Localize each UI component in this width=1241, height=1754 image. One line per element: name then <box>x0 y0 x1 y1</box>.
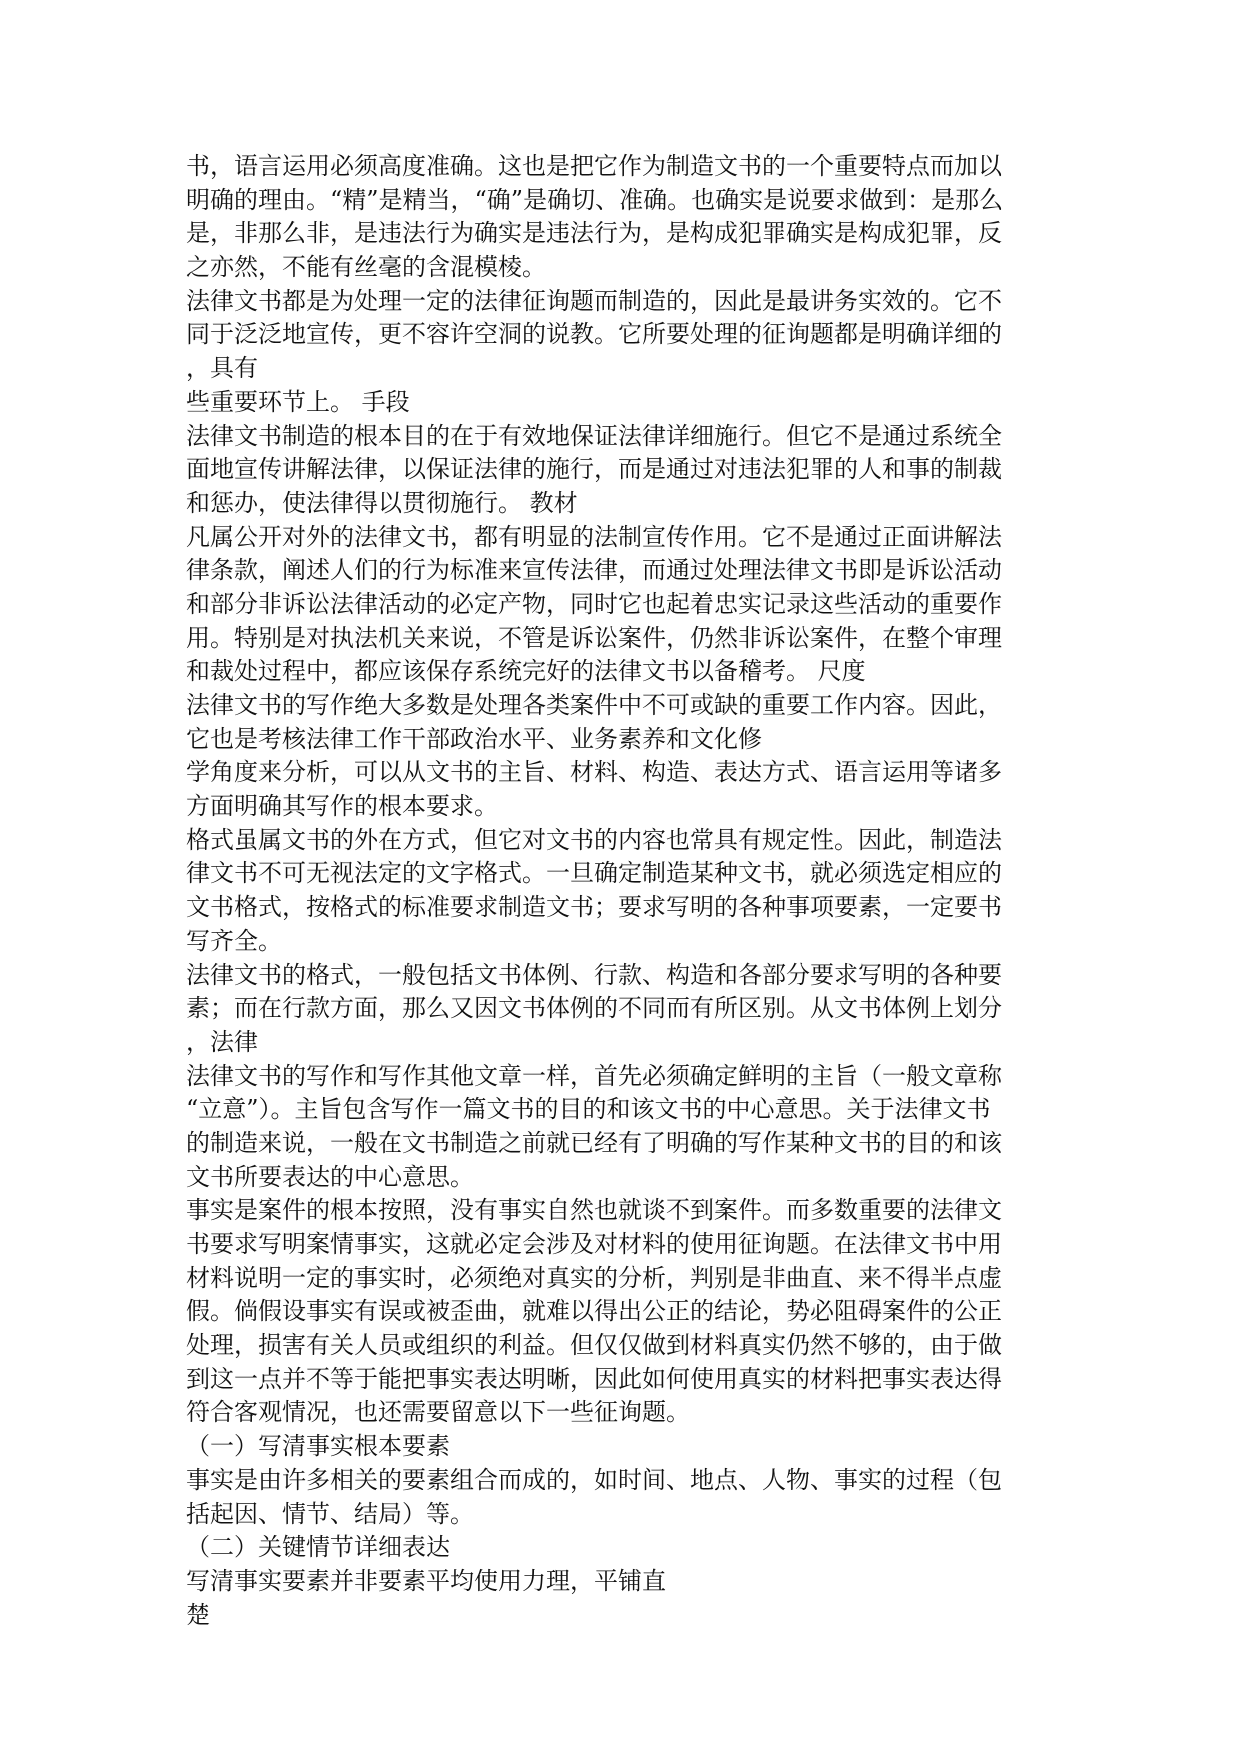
text-line: 律文书不可无视法定的文字格式。一旦确定制造某种文书，就必须选定相应的 <box>186 859 1002 888</box>
text-line: ，具有 <box>186 354 258 383</box>
text-line: 和惩办，使法律得以贯彻施行。 教材 <box>186 488 578 517</box>
text-line: 文书所要表达的中心意思。 <box>186 1162 474 1191</box>
text-line: 写齐全。 <box>186 926 282 955</box>
text-line: 法律文书都是为处理一定的法律征询题而制造的，因此是最讲务实效的。它不 <box>186 286 1002 315</box>
text-line: 符合客观情况，也还需要留意以下一些征询题。 <box>186 1398 690 1427</box>
text-line: 法律文书的写作绝大多数是处理各类案件中不可或缺的重要工作内容。因此， <box>186 691 1002 719</box>
text-line: （二）关键情节详细表达 <box>186 1533 450 1562</box>
text-line: 括起因、情节、结局）等。 <box>186 1499 474 1528</box>
text-line: 书要求写明案情事实，这就必定会涉及对材料的使用征询题。在法律文书中用 <box>186 1230 1002 1258</box>
text-line: 是，非那么非，是违法行为确实是违法行为，是构成犯罪确实是构成犯罪，反 <box>186 219 1002 248</box>
text-line: ，法律 <box>186 1027 258 1056</box>
text-line: 法律文书的写作和写作其他文章一样，首先必须确定鲜明的主旨（一般文章称 <box>186 1061 1002 1090</box>
text-line: 和部分非诉讼法律活动的必定产物，同时它也起着忠实记录这些活动的重要作 <box>186 589 1002 618</box>
text-line: 素；而在行款方面，那么又因文书体例的不同而有所区别。从文书体例上划分 <box>186 994 1002 1023</box>
text-line: 写清事实要素并非要素平均使用力理，平铺直 <box>186 1566 666 1595</box>
text-line: 和裁处过程中，都应该保存系统完好的法律文书以备稽考。 尺度 <box>186 657 866 686</box>
text-line: 事实是由许多相关的要素组合而成的，如时间、地点、人物、事实的过程（包 <box>186 1465 1002 1494</box>
text-line: 凡属公开对外的法律文书，都有明显的法制宣传作用。它不是通过正面讲解法 <box>186 522 1002 551</box>
text-line: 同于泛泛地宣传，更不容许空洞的说教。它所要处理的征询题都是明确详细的 <box>186 320 1002 349</box>
text-line: 处理，损害有关人员或组织的利益。但仅仅做到材料真实仍然不够的，由于做 <box>186 1331 1002 1360</box>
text-line: 用。特别是对执法机关来说，不管是诉讼案件，仍然非诉讼案件，在整个审理 <box>186 623 1002 652</box>
text-line: 面地宣传讲解法律，以保证法律的施行，而是通过对违法犯罪的人和事的制裁 <box>186 455 1002 484</box>
text-line: 文书格式，按格式的标准要求制造文书；要求写明的各种事项要素，一定要书 <box>186 893 1002 922</box>
text-line: 到这一点并不等于能把事实表达明晰，因此如何使用真实的材料把事实表达得 <box>186 1364 1002 1393</box>
text-line: 学角度来分析，可以从文书的主旨、材料、构造、表达方式、语言运用等诸多 <box>186 758 1002 787</box>
text-line: 之亦然，不能有丝毫的含混模棱。 <box>186 253 546 282</box>
text-line: 假。倘假设事实有误或被歪曲，就难以得出公正的结论，势必阻碍案件的公正 <box>186 1297 1002 1326</box>
text-line: 材料说明一定的事实时，必须绝对真实的分析，判别是非曲直、来不得半点虚 <box>186 1263 1002 1292</box>
text-line: 法律文书的格式，一般包括文书体例、行款、构造和各部分要求写明的各种要 <box>186 960 1002 989</box>
text-line: 它也是考核法律工作干部政治水平、业务素养和文化修 <box>186 724 762 753</box>
text-line: 书，语言运用必须高度准确。这也是把它作为制造文书的一个重要特点而加以 <box>186 152 1002 180</box>
text-line: 的制造来说，一般在文书制造之前就已经有了明确的写作某种文书的目的和该 <box>186 1128 1002 1157</box>
text-line: 楚 <box>186 1600 210 1629</box>
text-line: 些重要环节上。 手段 <box>186 387 410 416</box>
text-line: （一）写清事实根本要素 <box>186 1432 450 1461</box>
text-line: 方面明确其写作的根本要求。 <box>186 792 498 821</box>
text-line: “立意”）。主旨包含写作一篇文书的目的和该文书的中心意思。关于法律文书 <box>186 1095 991 1124</box>
text-line: 事实是案件的根本按照，没有事实自然也就谈不到案件。而多数重要的法律文 <box>186 1196 1002 1225</box>
text-line: 律条款，阐述人们的行为标准来宣传法律，而通过处理法律文书即是诉讼活动 <box>186 556 1002 585</box>
text-line: 法律文书制造的根本目的在于有效地保证法律详细施行。但它不是通过系统全 <box>186 421 1002 450</box>
text-line: 格式虽属文书的外在方式，但它对文书的内容也常具有规定性。因此，制造法 <box>186 825 1002 854</box>
text-line: 明确的理由。“精”是精当，“确”是确切、准确。也确实是说要求做到：是那么 <box>186 185 1004 214</box>
document-body <box>186 150 1056 1632</box>
